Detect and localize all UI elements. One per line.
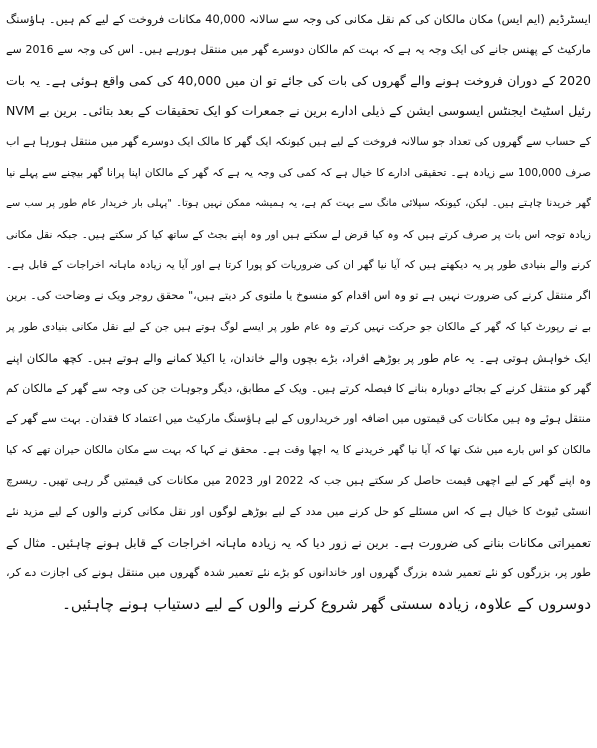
article-line: منتقل ہوئے وہ ہیں مکانات کی قیمتوں میں اضافہ اور خریداروں کے لیے ہاؤسنگ مارکیٹ میں اعتماد کا فقدان۔ بہت سے گھر کے (6, 412, 591, 426)
article-line: گھر خریدنا چاہتے ہیں۔ لیکن، کیونکہ سپلائی مانگ سے بہت کم ہے، یہ ہمیشہ ممکن نہیں ہوتا۔ "پہلی بار خریدار عام طور پر سب سے (6, 197, 591, 209)
article-line: 2020 کے دوران فروخت ہونے والے گھروں کی بات کی جائے تو ان میں 40,000 کی کمی واقع ہوئی ہے۔ یہ بات (6, 72, 591, 88)
article-line: بے نے رپورٹ کیا کہ گھر کے مالکان جو حرکت نہیں کرتے وہ عام طور پر ایسے لوگ ہوتے ہیں جن کے لیے نقل مکانی بنیادی طور پر (6, 320, 591, 333)
article-line: گھر کو منتقل کرنے کے بجائے دوبارہ بنانے کا فیصلہ کرتے ہیں۔ ویک کے مطابق، دیگر وجوہات جن کی وجہ سے گھر کے مالکان کم (6, 381, 591, 395)
article-line: مالکان کو اس بارے میں شک تھا کہ آیا نیا گھر خریدنے کا یہ اچھا وقت ہے۔ محقق نے کہا کہ بہت سے مکان مالکان حیران تھے کہ کیا (6, 444, 591, 457)
article-line: انسٹی ٹیوٹ کا خیال ہے کہ اس مسئلے کو حل کرنے میں مدد کے لیے بوڑھے لوگوں اور نقل مکانی کرنے والوں کے لیے مزید نئے (6, 504, 591, 518)
article-line: زیادہ توجہ اس بات پر صرف کرتے ہیں کہ وہ کیا قرض لے سکتے ہیں اور وہ اپنے بجٹ کے ساتھ کیا کر سکتے ہیں۔ جبکہ نقل مکانی (6, 228, 591, 241)
article-line: وہ اپنے گھر کے لیے اچھی قیمت حاصل کر سکتے ہیں جب کہ 2022 اور 2023 میں مکانات کی قیمتیں گر رہی تھیں۔ ریسرچ (6, 473, 591, 487)
article-line: NVM رئیل اسٹیٹ ایجنٹس ایسوسی ایشن کے ذیلی ادارے برین نے جمعرات کو ایک تحقیقات کے بعد بتائی۔ برین بے (6, 103, 591, 119)
article-line: کرنے والے بنیادی طور پر یہ دیکھتے ہیں کہ آیا نیا گھر ان کی ضروریات کو پورا کرتا ہے اور آیا یہ زیادہ ماہانہ اخراجات کے قابل ہے۔ (6, 259, 591, 272)
article-line: مارکیٹ کے پھنس جانے کی ایک وجہ یہ ہے کہ بہت کم مالکان دوسرے گھر میں منتقل ہورہے ہیں۔ اس کی وجہ سے 2016 سے (6, 42, 591, 56)
article-line: کے حساب سے گھروں کی تعداد جو سالانہ فروخت کے لیے ہیں کیونکہ ایک گھر کا مالک ایک دوسرے گھر میں منتقل ہورہا ہے اب (6, 135, 591, 149)
article-line: دوسروں کے علاوہ، زیادہ سستی گھر شروع کرنے والوں کے لیے دستیاب ہونے چاہئیں۔ (62, 595, 591, 614)
article-line: صرف 100,000 سے زیادہ ہے۔ تحقیقی ادارے کا خیال ہے کہ کمی کی وجہ یہ ہے کہ گھر کے مالکان اپنا پرانا گھر بیچنے سے پہلے نیا (6, 166, 591, 179)
article-line: طور پر، بزرگوں کو نئے تعمیر شدہ بزرگ گھروں اور خاندانوں کو بڑے نئے تعمیر شدہ گھروں میں منتقل ہونے کی اجازت دے کر، (6, 566, 591, 580)
article-line: تعمیراتی مکانات بنانے کی ضرورت ہے۔ برین نے زور دیا کہ یہ زیادہ ماہانہ اخراجات کے قابل ہونے چاہئیں۔ مثال کے (6, 535, 591, 550)
article-line: ایسٹرڈیم (ایم ایس) مکان مالکان کی کم نقل مکانی کی وجہ سے سالانہ 40,000 مکانات فروخت کے لیے کم ہیں۔ ہاؤسنگ (6, 12, 591, 26)
article-line: اگر منتقل کرنے کی ضرورت نہیں ہے تو وہ اس اقدام کو منسوخ یا ملتوی کر دیتے ہیں،" محقق روجر ویک نے وضاحت کی۔ برین (6, 289, 591, 303)
article-line: ایک خواہش ہوتی ہے۔ یہ عام طور پر بوڑھے افراد، بڑے بچوں والے خاندان، یا اکیلا کمانے والے ہوتے ہیں۔ کچھ مالکان اپنے (6, 350, 591, 365)
